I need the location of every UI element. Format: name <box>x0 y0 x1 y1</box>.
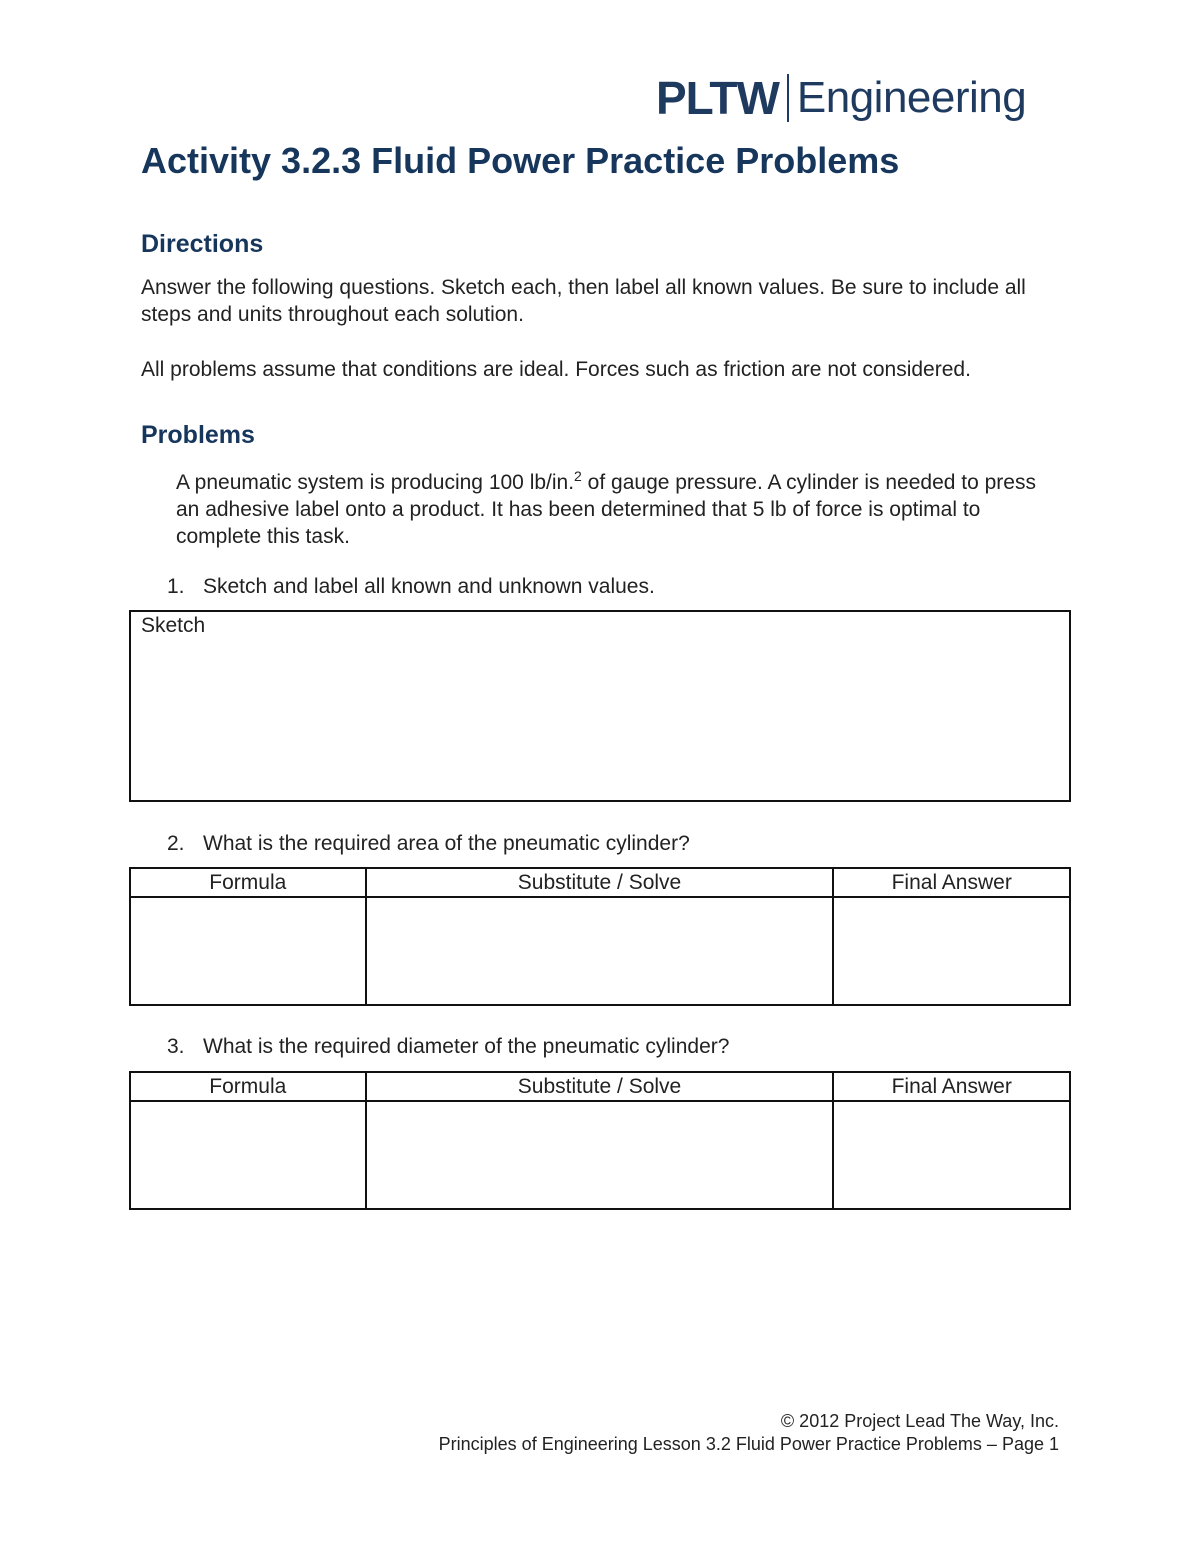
sketch-answer-box[interactable] <box>129 610 1071 802</box>
question-3-answer-table <box>129 1071 1071 1210</box>
directions-heading: Directions <box>141 230 264 258</box>
footer-course-line: Principles of Engineering Lesson 3.2 Fluid Power Practice Problems – Page 1 <box>438 1434 1059 1454</box>
directions-paragraph-2: All problems assume that conditions are ideal. Forces such as friction are not considered. <box>141 358 971 381</box>
question-1 <box>167 573 655 600</box>
problem-statement <box>176 463 1056 550</box>
final-answer-cell[interactable] <box>833 1101 1070 1209</box>
formula-header: Formula <box>130 868 366 897</box>
problem-statement-part-1: A pneumatic system is producing 100 lb/in. <box>176 471 575 494</box>
table-answer-row <box>130 897 1070 1005</box>
question-2-text: What is the required area of the pneumatic cylinder? <box>203 832 690 855</box>
problems-heading: Problems <box>141 421 255 449</box>
logo-subtitle: Engineering <box>796 73 1027 122</box>
pltw-engineering-logo <box>656 70 1026 126</box>
question-1-number: 1. <box>167 575 185 598</box>
page-title: Activity 3.2.3 Fluid Power Practice Problems <box>141 140 900 181</box>
final-answer-header: Final Answer <box>833 1072 1070 1101</box>
logo-brand: PLTW <box>656 72 779 124</box>
question-1-text: Sketch and label all known and unknown values. <box>203 575 655 598</box>
question-2-number: 2. <box>167 832 185 855</box>
problem-statement-superscript: 2 <box>574 468 582 484</box>
formula-header: Formula <box>130 1072 366 1101</box>
table-header-row <box>130 868 1070 897</box>
formula-cell[interactable] <box>130 1101 366 1209</box>
substitute-solve-header: Substitute / Solve <box>366 868 834 897</box>
logo-divider <box>787 74 789 122</box>
problem-statement-part-2: of gauge pressure. A cylinder is needed to press an adhesive label onto a product. It has been determined that 5 lb of force is optimal to complete this task. <box>176 471 1036 548</box>
table-header-row <box>130 1072 1070 1101</box>
final-answer-cell[interactable] <box>833 897 1070 1005</box>
question-3-number: 3. <box>167 1035 185 1058</box>
question-3 <box>167 1033 729 1060</box>
substitute-solve-cell[interactable] <box>366 1101 834 1209</box>
substitute-solve-header: Substitute / Solve <box>366 1072 834 1101</box>
question-3-text: What is the required diameter of the pneumatic cylinder? <box>203 1035 730 1058</box>
question-2 <box>167 830 690 857</box>
formula-cell[interactable] <box>130 897 366 1005</box>
question-2-answer-table <box>129 867 1071 1006</box>
footer-copyright: © 2012 Project Lead The Way, Inc. <box>780 1411 1059 1431</box>
directions-paragraph-1: Answer the following questions. Sketch each, then label all known values. Be sure to include all steps and units throughout each solution. <box>141 276 1026 326</box>
final-answer-header: Final Answer <box>833 868 1070 897</box>
sketch-label: Sketch <box>141 614 206 637</box>
page-footer <box>439 1410 1059 1456</box>
substitute-solve-cell[interactable] <box>366 897 834 1005</box>
table-answer-row <box>130 1101 1070 1209</box>
